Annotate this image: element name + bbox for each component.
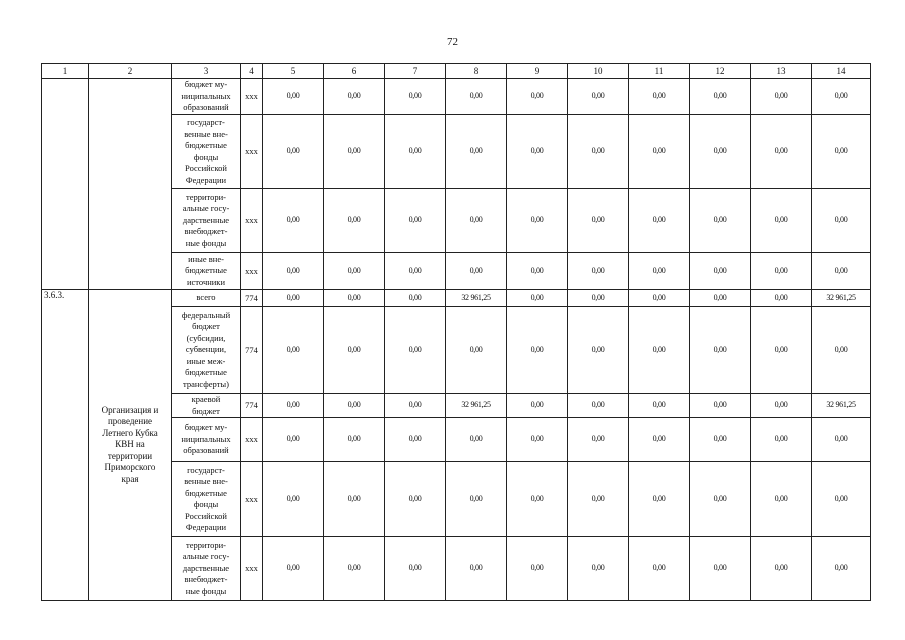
amount-cell: 0,00 [751, 418, 812, 462]
page-number: 72 [447, 36, 458, 48]
column-header: 10 [568, 64, 629, 79]
amount-cell: 0,00 [629, 115, 690, 189]
funding-source-cell: всего [172, 290, 241, 307]
amount-cell: 0,00 [446, 537, 507, 601]
amount-cell: 0,00 [690, 394, 751, 418]
amount-cell: 0,00 [507, 537, 568, 601]
amount-cell: 0,00 [812, 462, 871, 537]
amount-cell: 0,00 [446, 418, 507, 462]
column-header: 3 [172, 64, 241, 79]
amount-cell: 0,00 [629, 394, 690, 418]
amount-cell: 0,00 [690, 290, 751, 307]
amount-cell: 0,00 [385, 418, 446, 462]
amount-cell: 0,00 [385, 189, 446, 253]
amount-cell: 0,00 [751, 537, 812, 601]
amount-cell: 0,00 [690, 462, 751, 537]
funding-source-cell: федеральный бюджет (субсидии, субвенции, иные меж- бюджетные трансферты) [172, 307, 241, 394]
code-cell: ххх [241, 418, 263, 462]
amount-cell: 32 961,25 [446, 394, 507, 418]
amount-cell: 0,00 [568, 115, 629, 189]
amount-cell: 0,00 [263, 394, 324, 418]
column-header: 8 [446, 64, 507, 79]
amount-cell: 0,00 [263, 307, 324, 394]
amount-cell: 32 961,25 [446, 290, 507, 307]
amount-cell: 0,00 [568, 290, 629, 307]
amount-cell: 0,00 [263, 290, 324, 307]
amount-cell: 0,00 [507, 418, 568, 462]
amount-cell: 0,00 [446, 189, 507, 253]
amount-cell: 32 961,25 [812, 290, 871, 307]
amount-cell: 0,00 [629, 307, 690, 394]
funding-source-cell: бюджет му- ниципальных образований [172, 418, 241, 462]
amount-cell: 0,00 [812, 253, 871, 290]
amount-cell: 0,00 [446, 115, 507, 189]
amount-cell: 0,00 [629, 418, 690, 462]
amount-cell: 0,00 [507, 189, 568, 253]
amount-cell: 0,00 [568, 79, 629, 115]
amount-cell: 0,00 [385, 307, 446, 394]
amount-cell: 0,00 [385, 394, 446, 418]
amount-cell: 0,00 [446, 462, 507, 537]
amount-cell: 0,00 [324, 189, 385, 253]
amount-cell: 0,00 [751, 79, 812, 115]
amount-cell: 0,00 [629, 462, 690, 537]
amount-cell: 0,00 [568, 253, 629, 290]
column-header: 6 [324, 64, 385, 79]
funding-source-cell: государст- венные вне- бюджетные фонды Российской Федерации [172, 115, 241, 189]
column-header: 2 [89, 64, 172, 79]
column-header: 13 [751, 64, 812, 79]
amount-cell: 0,00 [812, 307, 871, 394]
amount-cell: 0,00 [568, 418, 629, 462]
amount-cell: 0,00 [507, 394, 568, 418]
column-header: 12 [690, 64, 751, 79]
amount-cell: 32 961,25 [812, 394, 871, 418]
amount-cell: 0,00 [385, 115, 446, 189]
table-row [42, 290, 871, 307]
code-cell: ххх [241, 115, 263, 189]
code-cell: ххх [241, 462, 263, 537]
column-header: 11 [629, 64, 690, 79]
amount-cell: 0,00 [751, 253, 812, 290]
activity-name-cell [89, 79, 172, 290]
funding-source-cell: территори- альные госу- дарственные внебюджет- ные фонды [172, 537, 241, 601]
row-number-cell [42, 79, 89, 290]
amount-cell: 0,00 [446, 253, 507, 290]
amount-cell: 0,00 [690, 307, 751, 394]
amount-cell: 0,00 [812, 537, 871, 601]
amount-cell: 0,00 [263, 115, 324, 189]
amount-cell: 0,00 [324, 79, 385, 115]
amount-cell: 0,00 [385, 462, 446, 537]
amount-cell: 0,00 [385, 537, 446, 601]
amount-cell: 0,00 [507, 115, 568, 189]
header-row [42, 64, 871, 79]
funding-source-cell: краевой бюджет [172, 394, 241, 418]
amount-cell: 0,00 [812, 418, 871, 462]
amount-cell: 0,00 [629, 189, 690, 253]
amount-cell: 0,00 [507, 462, 568, 537]
funding-source-cell: территори- альные госу- дарственные внебюджет- ные фонды [172, 189, 241, 253]
amount-cell: 0,00 [324, 307, 385, 394]
amount-cell: 0,00 [263, 253, 324, 290]
section-title: Организация и проведение Летнего Кубка КВН на территории Приморского края [89, 290, 172, 601]
amount-cell: 0,00 [568, 307, 629, 394]
code-cell: 774 [241, 307, 263, 394]
amount-cell: 0,00 [690, 115, 751, 189]
amount-cell: 0,00 [263, 418, 324, 462]
amount-cell: 0,00 [751, 189, 812, 253]
code-cell: 774 [241, 394, 263, 418]
amount-cell: 0,00 [568, 462, 629, 537]
code-cell: 774 [241, 290, 263, 307]
amount-cell: 0,00 [690, 189, 751, 253]
amount-cell: 0,00 [690, 253, 751, 290]
amount-cell: 0,00 [324, 418, 385, 462]
amount-cell: 0,00 [690, 79, 751, 115]
amount-cell: 0,00 [324, 394, 385, 418]
amount-cell: 0,00 [629, 253, 690, 290]
column-header: 1 [42, 64, 89, 79]
column-header: 4 [241, 64, 263, 79]
amount-cell: 0,00 [507, 253, 568, 290]
code-cell: ххх [241, 79, 263, 115]
amount-cell: 0,00 [324, 462, 385, 537]
column-header: 9 [507, 64, 568, 79]
amount-cell: 0,00 [690, 418, 751, 462]
budget-table [41, 63, 871, 601]
code-cell: ххх [241, 537, 263, 601]
amount-cell: 0,00 [812, 79, 871, 115]
amount-cell: 0,00 [263, 462, 324, 537]
amount-cell: 0,00 [385, 290, 446, 307]
column-header: 5 [263, 64, 324, 79]
amount-cell: 0,00 [690, 537, 751, 601]
amount-cell: 0,00 [812, 189, 871, 253]
amount-cell: 0,00 [751, 307, 812, 394]
amount-cell: 0,00 [263, 537, 324, 601]
amount-cell: 0,00 [812, 115, 871, 189]
amount-cell: 0,00 [446, 307, 507, 394]
amount-cell: 0,00 [629, 537, 690, 601]
amount-cell: 0,00 [507, 79, 568, 115]
amount-cell: 0,00 [324, 290, 385, 307]
amount-cell: 0,00 [629, 79, 690, 115]
funding-source-cell: государст- венные вне- бюджетные фонды Российской Федерации [172, 462, 241, 537]
amount-cell: 0,00 [263, 79, 324, 115]
funding-source-cell: иные вне- бюджетные источники [172, 253, 241, 290]
amount-cell: 0,00 [751, 394, 812, 418]
amount-cell: 0,00 [263, 189, 324, 253]
amount-cell: 0,00 [324, 115, 385, 189]
amount-cell: 0,00 [568, 537, 629, 601]
amount-cell: 0,00 [507, 290, 568, 307]
amount-cell: 0,00 [324, 537, 385, 601]
amount-cell: 0,00 [324, 253, 385, 290]
amount-cell: 0,00 [751, 462, 812, 537]
amount-cell: 0,00 [385, 79, 446, 115]
amount-cell: 0,00 [568, 189, 629, 253]
amount-cell: 0,00 [446, 79, 507, 115]
code-cell: ххх [241, 189, 263, 253]
amount-cell: 0,00 [568, 394, 629, 418]
amount-cell: 0,00 [629, 290, 690, 307]
column-header: 7 [385, 64, 446, 79]
amount-cell: 0,00 [385, 253, 446, 290]
amount-cell: 0,00 [507, 307, 568, 394]
amount-cell: 0,00 [751, 115, 812, 189]
column-header: 14 [812, 64, 871, 79]
code-cell: ххх [241, 253, 263, 290]
table-row [42, 79, 871, 115]
section-number: 3.6.3. [42, 290, 89, 601]
funding-source-cell: бюджет му- ниципальных образований [172, 79, 241, 115]
amount-cell: 0,00 [751, 290, 812, 307]
